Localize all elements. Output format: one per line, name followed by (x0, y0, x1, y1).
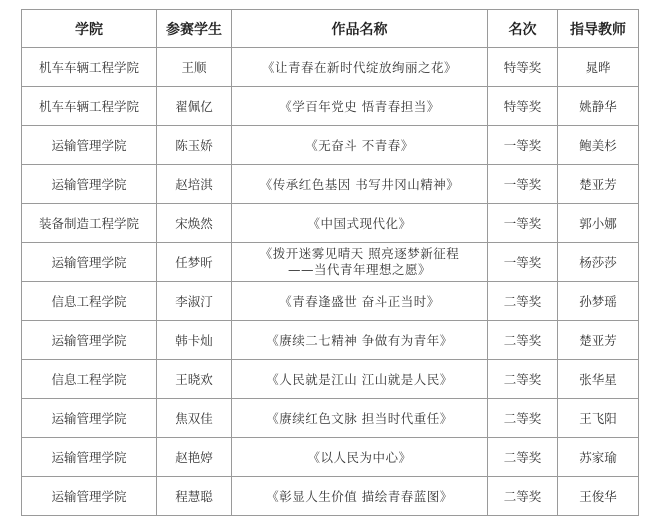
header-college: 学院 (22, 10, 157, 48)
table-row (22, 399, 639, 438)
student-cell: 王晓欢 (157, 360, 232, 399)
table-row (22, 243, 639, 282)
college-cell: 运输管理学院 (22, 438, 157, 477)
student-cell: 赵艳婷 (157, 438, 232, 477)
student-cell: 程慧聪 (157, 477, 232, 516)
header-teacher: 指导教师 (558, 10, 639, 48)
header-student: 参赛学生 (157, 10, 232, 48)
work-title-cell: 《以人民为中心》 (232, 438, 488, 477)
teacher-cell: 鲍美杉 (558, 126, 639, 165)
student-cell: 翟佩亿 (157, 87, 232, 126)
college-cell: 运输管理学院 (22, 243, 157, 282)
teacher-cell: 楚亚芳 (558, 321, 639, 360)
table-row (22, 477, 639, 516)
table-row (22, 87, 639, 126)
teacher-cell: 姚静华 (558, 87, 639, 126)
work-title-cell: 《学百年党史 悟青春担当》 (232, 87, 488, 126)
table-row (22, 321, 639, 360)
college-cell: 运输管理学院 (22, 477, 157, 516)
work-title-cell: 《让青春在新时代绽放绚丽之花》 (232, 48, 488, 87)
table-row (22, 438, 639, 477)
work-title-cell: 《人民就是江山 江山就是人民》 (232, 360, 488, 399)
rank-cell: 二等奖 (488, 438, 558, 477)
header-work: 作品名称 (232, 10, 488, 48)
teacher-cell: 苏家瑜 (558, 438, 639, 477)
rank-cell: 一等奖 (488, 243, 558, 282)
work-title-cell: 《青春逢盛世 奋斗正当时》 (232, 282, 488, 321)
rank-cell: 二等奖 (488, 477, 558, 516)
table-row (22, 48, 639, 87)
college-cell: 信息工程学院 (22, 360, 157, 399)
table-row (22, 360, 639, 399)
teacher-cell: 郭小娜 (558, 204, 639, 243)
student-cell: 赵培淇 (157, 165, 232, 204)
teacher-cell: 张华星 (558, 360, 639, 399)
college-cell: 运输管理学院 (22, 399, 157, 438)
college-cell: 机车车辆工程学院 (22, 48, 157, 87)
college-cell: 运输管理学院 (22, 321, 157, 360)
work-title-cell: 《赓续二七精神 争做有为青年》 (232, 321, 488, 360)
student-cell: 宋焕然 (157, 204, 232, 243)
work-title-cell (232, 243, 488, 282)
rank-cell: 二等奖 (488, 360, 558, 399)
table-body (22, 48, 639, 516)
teacher-cell: 杨莎莎 (558, 243, 639, 282)
rank-cell: 特等奖 (488, 48, 558, 87)
work-title-line-2: ——当代青年理想之愿》 (287, 262, 431, 277)
college-cell: 机车车辆工程学院 (22, 87, 157, 126)
rank-cell: 二等奖 (488, 282, 558, 321)
rank-cell: 一等奖 (488, 126, 558, 165)
college-cell: 运输管理学院 (22, 165, 157, 204)
awards-table (21, 9, 639, 516)
work-title-line-1: 《拨开迷雾见晴天 照亮逐梦新征程 (259, 246, 460, 261)
college-cell: 运输管理学院 (22, 126, 157, 165)
work-title-cell: 《赓续红色文脉 担当时代重任》 (232, 399, 488, 438)
table-header (22, 10, 639, 48)
student-cell: 韩卡灿 (157, 321, 232, 360)
student-cell: 李淑汀 (157, 282, 232, 321)
work-title-cell: 《彰显人生价值 描绘青春蓝图》 (232, 477, 488, 516)
work-title-cell: 《无奋斗 不青春》 (232, 126, 488, 165)
work-title-cell: 《传承红色基因 书写井冈山精神》 (232, 165, 488, 204)
table-row (22, 126, 639, 165)
table-row (22, 282, 639, 321)
table-row (22, 165, 639, 204)
college-cell: 装备制造工程学院 (22, 204, 157, 243)
header-row (22, 10, 639, 48)
header-rank: 名次 (488, 10, 558, 48)
teacher-cell: 晁晔 (558, 48, 639, 87)
teacher-cell: 王飞阳 (558, 399, 639, 438)
teacher-cell: 楚亚芳 (558, 165, 639, 204)
work-title-cell: 《中国式现代化》 (232, 204, 488, 243)
student-cell: 陈玉娇 (157, 126, 232, 165)
rank-cell: 一等奖 (488, 165, 558, 204)
rank-cell: 一等奖 (488, 204, 558, 243)
teacher-cell: 王俊华 (558, 477, 639, 516)
teacher-cell: 孙梦瑶 (558, 282, 639, 321)
rank-cell: 特等奖 (488, 87, 558, 126)
student-cell: 焦双佳 (157, 399, 232, 438)
table-row (22, 204, 639, 243)
student-cell: 王顺 (157, 48, 232, 87)
rank-cell: 二等奖 (488, 399, 558, 438)
rank-cell: 二等奖 (488, 321, 558, 360)
student-cell: 任梦昕 (157, 243, 232, 282)
college-cell: 信息工程学院 (22, 282, 157, 321)
